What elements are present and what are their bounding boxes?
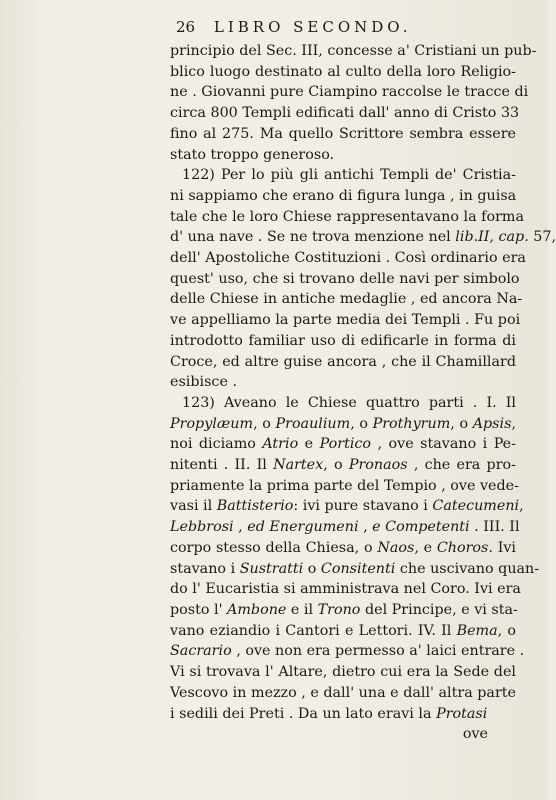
text-run: posto l' xyxy=(170,601,228,618)
text-run: noi diciamo xyxy=(170,436,263,453)
text-run: vano eziandio i Cantori e Lettori. IV. Il xyxy=(170,622,457,639)
text-line xyxy=(170,496,524,517)
text-line xyxy=(170,352,516,373)
text-run: , ove stavano i Pe- xyxy=(371,436,516,453)
italic-term: Bema xyxy=(456,622,498,639)
italic-term: Battisterio xyxy=(216,498,294,515)
text-line xyxy=(170,455,516,476)
text-run: , e xyxy=(414,539,437,556)
text-line xyxy=(170,393,516,414)
text-line xyxy=(170,186,516,207)
text-run: 57, xyxy=(528,229,556,246)
text-run: che uscivano quan- xyxy=(395,560,540,577)
text-line xyxy=(170,704,516,725)
text-run: del Principe, e vi sta- xyxy=(360,601,518,618)
text-line xyxy=(170,41,537,62)
text-run: , xyxy=(511,415,516,432)
italic-term: Sacrario xyxy=(170,643,232,660)
italic-term: lib.II, cap. xyxy=(455,229,529,246)
text-run: blico luogo destinato al culto della loro Religio- xyxy=(170,63,516,80)
italic-term: Naos xyxy=(377,539,415,556)
text-line xyxy=(170,538,516,559)
text-line xyxy=(170,310,521,331)
text-run: , che era pro- xyxy=(407,457,516,474)
text-run: , o xyxy=(253,415,276,432)
text-run: corpo stesso della Chiesa, o xyxy=(170,539,378,556)
text-run: e xyxy=(298,436,320,453)
italic-term: e Competenti xyxy=(372,519,470,536)
text-run: delle Chiese in antiche medaglie , ed ancora Na- xyxy=(170,291,523,308)
text-run: quest' uso, che si trovano delle navi per simbolo xyxy=(170,270,520,287)
body-text xyxy=(170,41,556,745)
text-line xyxy=(170,414,516,435)
text-line xyxy=(170,331,516,352)
italic-term: Protasi xyxy=(436,705,488,722)
text-run: circa 800 Templi edificati dall' anno di Cristo 33 xyxy=(170,105,520,122)
text-run: d' una nave . Se ne trova menzione nel xyxy=(170,229,456,246)
italic-term: ed Energumeni xyxy=(247,519,359,536)
text-run: , xyxy=(519,498,524,515)
text-line xyxy=(170,207,524,228)
text-line xyxy=(170,248,526,269)
text-line xyxy=(170,227,556,248)
text-run: ove xyxy=(462,726,488,743)
text-line xyxy=(170,269,520,290)
text-line xyxy=(170,476,519,497)
italic-term: Consitenti xyxy=(320,560,396,577)
text-run: do l' Eucaristia si amministrava nel Coro. Ivi era xyxy=(170,581,521,598)
text-run: stavano i xyxy=(170,560,240,577)
text-run: 122) Per lo più gli antichi Templi de' Cristia- xyxy=(182,167,516,184)
text-run: tale che le loro Chiese rappresentavano la forma xyxy=(170,208,524,225)
page-number: 26 xyxy=(176,18,196,36)
text-run: dell' Apostoliche Costituzioni . Così ordinario era xyxy=(170,250,526,267)
text-line xyxy=(170,372,516,393)
text-run: : ivi pure stavano i xyxy=(293,498,433,515)
text-run: Vi si trovava l' Altare, dietro cui era la Sede del xyxy=(170,664,516,681)
text-run: i sedili dei Preti . Da un lato eravi la xyxy=(170,705,437,722)
text-line xyxy=(170,683,516,704)
catchword xyxy=(170,724,516,745)
text-run: e il xyxy=(286,601,318,618)
text-run: ve appelliamo la parte media dei Templi . Fu poi xyxy=(170,312,521,329)
text-run: priamente la prima parte del Tempio , ove vede- xyxy=(170,477,519,494)
text-run: Vescovo in mezzo , e dall' una e dall' altra parte xyxy=(170,684,516,701)
italic-term: Portico xyxy=(319,436,372,453)
text-line xyxy=(170,434,516,455)
text-run: , o xyxy=(350,415,373,432)
text-run: , o xyxy=(497,622,517,639)
italic-term: Nartex xyxy=(273,457,324,474)
text-line xyxy=(170,124,516,145)
text-run: . Ivi xyxy=(488,539,516,556)
text-run: 123) Aveano le Chiese quattro parti . I. Il xyxy=(182,394,516,411)
text-run: nitenti . II. Il xyxy=(170,457,274,474)
text-line xyxy=(170,662,516,683)
italic-term: Catecumeni xyxy=(432,498,520,515)
text-line xyxy=(170,621,516,642)
text-run: . III. Il xyxy=(469,519,520,536)
text-line xyxy=(170,82,529,103)
running-title: LIBRO SECONDO. xyxy=(213,18,412,36)
text-run: ni sappiamo che erano di figura lunga , in guisa xyxy=(170,187,517,204)
text-run: , ove non era permesso a' laici entrare . xyxy=(231,643,525,660)
italic-term: Ambone xyxy=(227,601,287,618)
text-line xyxy=(170,517,520,538)
italic-term: Prothyrum xyxy=(372,415,451,432)
italic-term: Proaulium xyxy=(275,415,351,432)
text-run: , xyxy=(358,519,373,536)
text-line xyxy=(170,145,516,166)
text-line xyxy=(170,165,516,186)
italic-term: Propylæum xyxy=(170,415,254,432)
italic-term: Pronaos xyxy=(348,457,408,474)
text-run: ne . Giovanni pure Ciampino raccolse le tracce di xyxy=(170,84,529,101)
italic-term: Lebbrosi xyxy=(170,519,234,536)
text-line xyxy=(170,62,516,83)
text-line xyxy=(170,579,521,600)
text-line xyxy=(170,600,516,621)
text-run: introdotto familiar uso di edificarle in forma di xyxy=(170,332,516,349)
text-run: stato troppo generoso. xyxy=(170,146,335,163)
text-line xyxy=(170,289,523,310)
italic-term: Sustratti xyxy=(239,560,304,577)
italic-term: Trono xyxy=(317,601,361,618)
text-run: fino al 275. Ma quello Scrittore sembra essere xyxy=(170,125,516,142)
italic-term: Choros xyxy=(436,539,489,556)
text-run: o xyxy=(303,560,321,577)
text-line xyxy=(170,641,525,662)
italic-term: Atrio xyxy=(262,436,299,453)
text-run: esibisce . xyxy=(170,374,237,391)
text-run: vasi il xyxy=(170,498,217,515)
text-line xyxy=(170,103,520,124)
text-run: Croce, ed altre guise ancora , che il Chamillard xyxy=(170,353,516,370)
text-line xyxy=(170,559,540,580)
text-run: principio del Sec. III, concesse a' Cristiani un pub- xyxy=(170,43,537,59)
text-run: , xyxy=(233,519,248,536)
running-header xyxy=(176,18,476,36)
text-run: , o xyxy=(323,457,349,474)
text-run: , o xyxy=(450,415,473,432)
italic-term: Apsis xyxy=(472,415,512,432)
